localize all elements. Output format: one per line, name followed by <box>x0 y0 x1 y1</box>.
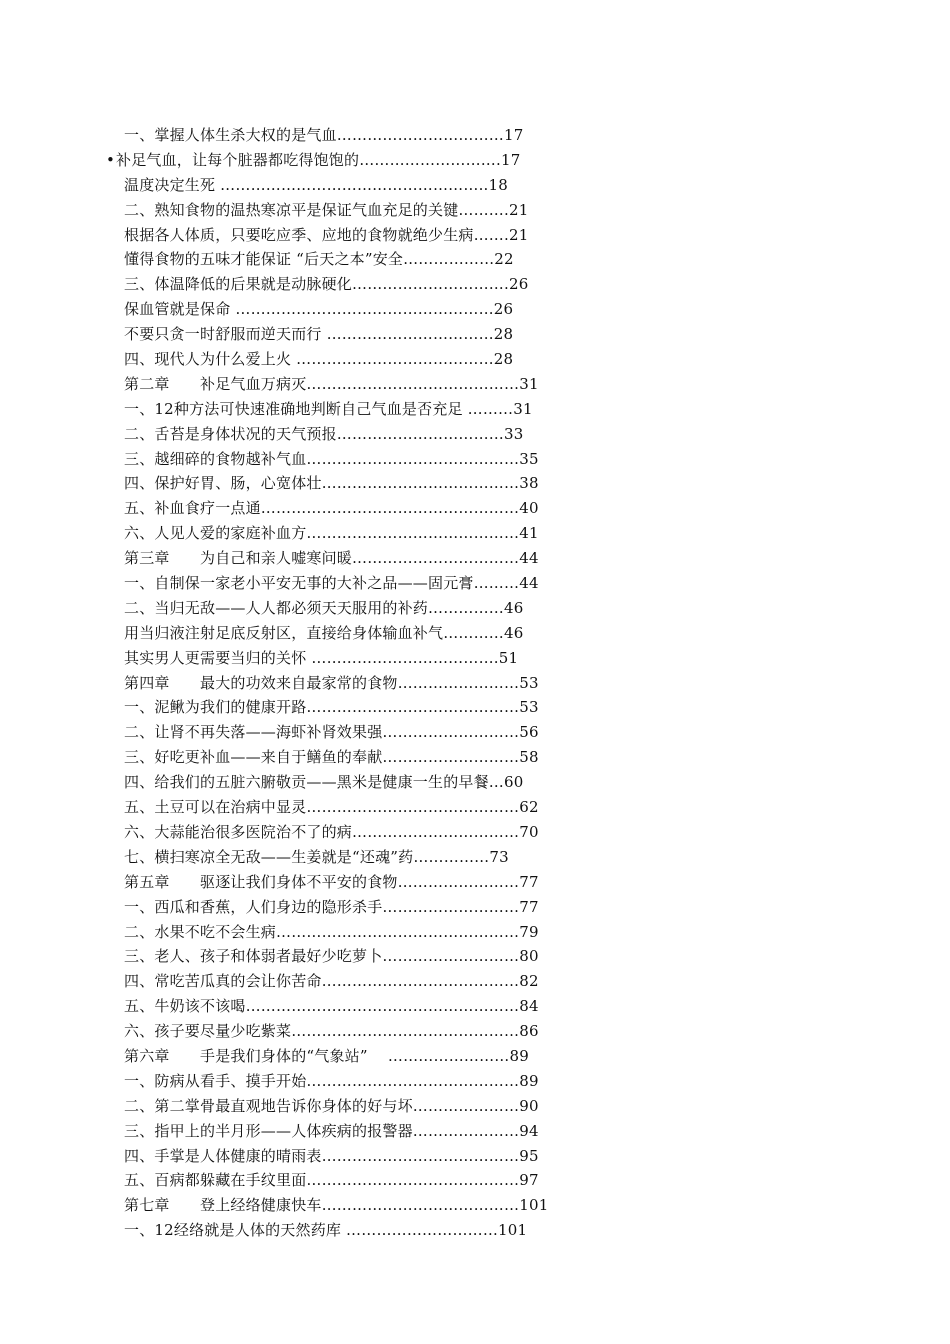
toc-entry-text: 五、补血食疗一点通……………………………………………40 <box>124 499 539 518</box>
toc-entry <box>0 521 950 546</box>
toc-entry-text: 用当归液注射足底反射区，直接给身体输血补气…………46 <box>124 623 524 642</box>
toc-entry <box>0 671 950 696</box>
toc-entry-text: 三、好吃更补血——来自于鳝鱼的奉献………………………58 <box>124 748 539 767</box>
toc-entry-text: 其实男人更需要当归的关怀 ……………………………….51 <box>124 648 519 667</box>
toc-entry-text: 三、老人、孩子和体弱者最好少吃萝卜………………………80 <box>124 947 539 966</box>
toc-entry-text: 二、水果不吃不会生病…………………………………………79 <box>124 922 539 941</box>
toc-entry-text: 二、当归无敌——人人都必须天天服用的补药……………46 <box>124 598 524 617</box>
toc-entry <box>0 347 950 372</box>
toc-entry <box>0 148 950 173</box>
toc-entry <box>0 471 950 496</box>
toc-entry <box>0 546 950 571</box>
toc-entry <box>0 646 950 671</box>
toc-entry-text: 温度决定生死 ……………………………………………..18 <box>124 175 508 194</box>
table-of-contents <box>0 123 950 1243</box>
toc-entry <box>0 422 950 447</box>
toc-entry <box>0 1218 950 1243</box>
toc-entry-text: 保血管就是保命 ……………………………………………26 <box>124 300 514 319</box>
toc-entry <box>0 895 950 920</box>
toc-entry <box>0 397 950 422</box>
toc-entry-text: 一、防病从看手、摸手开始……………………………………89 <box>124 1071 539 1090</box>
toc-entry-text: 一、12经络就是人体的天然药库 …………………………101 <box>124 1221 528 1240</box>
toc-entry <box>0 1119 950 1144</box>
toc-entry-text: 第六章 手是我们身体的“气象站” ……………………89 <box>124 1046 529 1065</box>
toc-entry-text: 二、第二掌骨最直观地告诉你身体的好与坏…………………90 <box>124 1096 539 1115</box>
toc-entry <box>0 944 950 969</box>
toc-entry <box>0 1144 950 1169</box>
toc-entry-text: 三、越细碎的食物越补气血……………………………………35 <box>124 449 539 468</box>
toc-entry <box>0 969 950 994</box>
toc-entry <box>0 496 950 521</box>
toc-entry <box>0 272 950 297</box>
toc-entry <box>0 198 950 223</box>
toc-entry-text: 不要只贪一时舒服而逆天而行 ……………………………28 <box>124 325 514 344</box>
toc-entry-text: 三、指甲上的半月形——人体疾病的报警器…………………94 <box>124 1121 539 1140</box>
toc-entry <box>0 1168 950 1193</box>
toc-entry <box>0 994 950 1019</box>
toc-entry <box>0 596 950 621</box>
toc-entry <box>0 123 950 148</box>
toc-entry <box>0 920 950 945</box>
toc-entry-text: 懂得食物的五味才能保证 “后天之本”安全………………22 <box>124 250 514 269</box>
toc-entry <box>0 870 950 895</box>
toc-entry-text: 二、让肾不再失落——海虾补肾效果强………………………56 <box>124 723 539 742</box>
toc-entry-text: 五、土豆可以在治病中显灵……………………………………62 <box>124 798 539 817</box>
toc-entry-text: 四、保护好胃、肠，心宽体壮…………………………………38 <box>124 474 539 493</box>
toc-entry-text: 第二章 补足气血万病灭……………………………………31 <box>124 374 539 393</box>
toc-entry-text: 七、横扫寒凉全无敌——生姜就是“还魂”药……………73 <box>124 847 509 866</box>
toc-entry-text: 一、12种方法可快速准确地判断自己气血是否充足 ………31 <box>124 399 533 418</box>
toc-entry-text: 四、常吃苦瓜真的会让你苦命…………………………………82 <box>124 972 539 991</box>
toc-entry <box>0 1044 950 1069</box>
toc-entry-text: 四、现代人为什么爱上火 …………………………………28 <box>124 350 514 369</box>
toc-entry-text: 第七章 登上经络健康快车…………………………………101 <box>124 1196 549 1215</box>
toc-entry <box>0 247 950 272</box>
toc-entry-text: 第三章 为自己和亲人嘘寒问暖……………………………44 <box>124 549 539 568</box>
toc-entry <box>0 695 950 720</box>
toc-entry <box>0 770 950 795</box>
toc-entry <box>0 372 950 397</box>
toc-entry-text: 一、自制保一家老小平安无事的大补之品——固元膏………44 <box>124 574 539 593</box>
toc-entry-text: 六、孩子要尽量少吃紫菜………………………………………86 <box>124 1022 539 1041</box>
toc-entry-text: 五、牛奶该不该喝………………………………………………84 <box>124 997 539 1016</box>
toc-entry <box>0 322 950 347</box>
toc-entry <box>0 1094 950 1119</box>
toc-entry <box>0 1193 950 1218</box>
toc-entry-text: 一、掌握人体生杀大权的是气血……………………………17 <box>124 126 524 144</box>
toc-entry <box>0 745 950 770</box>
toc-entry-text: 第四章 最大的功效来自最家常的食物……………………53 <box>124 673 539 692</box>
toc-entry <box>0 1019 950 1044</box>
toc-entry-text: 一、泥鳅为我们的健康开路……………………………………53 <box>124 698 539 717</box>
toc-entry <box>0 223 950 248</box>
toc-entry-text: 四、给我们的五脏六腑敬贡——黑米是健康一生的早餐…60 <box>124 773 524 792</box>
toc-entry <box>0 845 950 870</box>
toc-entry-text: 二、熟知食物的温热寒凉平是保证气血充足的关键……….21 <box>124 200 529 219</box>
bullet-marker: • <box>106 150 115 169</box>
toc-entry-text: 补足气血，让每个脏器都吃得饱饱的……………………….17 <box>116 150 521 169</box>
toc-entry <box>0 447 950 472</box>
toc-entry-text: 三、体温降低的后果就是动脉硬化………………………….26 <box>124 275 529 294</box>
toc-entry <box>0 720 950 745</box>
toc-entry-text: 一、西瓜和香蕉，人们身边的隐形杀手………………………77 <box>124 897 539 916</box>
toc-entry <box>0 173 950 198</box>
toc-entry <box>0 820 950 845</box>
toc-entry-text: 五、百病都躲藏在手纹里面……………………………………97 <box>124 1171 539 1190</box>
toc-entry <box>0 621 950 646</box>
toc-entry <box>0 297 950 322</box>
toc-entry <box>0 1069 950 1094</box>
toc-entry-text: 四、手掌是人体健康的晴雨表…………………………………95 <box>124 1146 539 1165</box>
toc-entry <box>0 795 950 820</box>
toc-entry-text: 根据各人体质，只要吃应季、应地的食物就绝少生病…….21 <box>124 225 529 244</box>
toc-entry <box>0 571 950 596</box>
toc-entry-text: 二、舌苔是身体状况的天气预报……………………………33 <box>124 424 524 443</box>
toc-entry-text: 第五章 驱逐让我们身体不平安的食物……………………77 <box>124 872 539 891</box>
toc-entry-text: 六、大蒜能治很多医院治不了的病……………………………70 <box>124 822 539 841</box>
toc-entry-text: 六、人见人爱的家庭补血方……………………………………41 <box>124 524 539 543</box>
